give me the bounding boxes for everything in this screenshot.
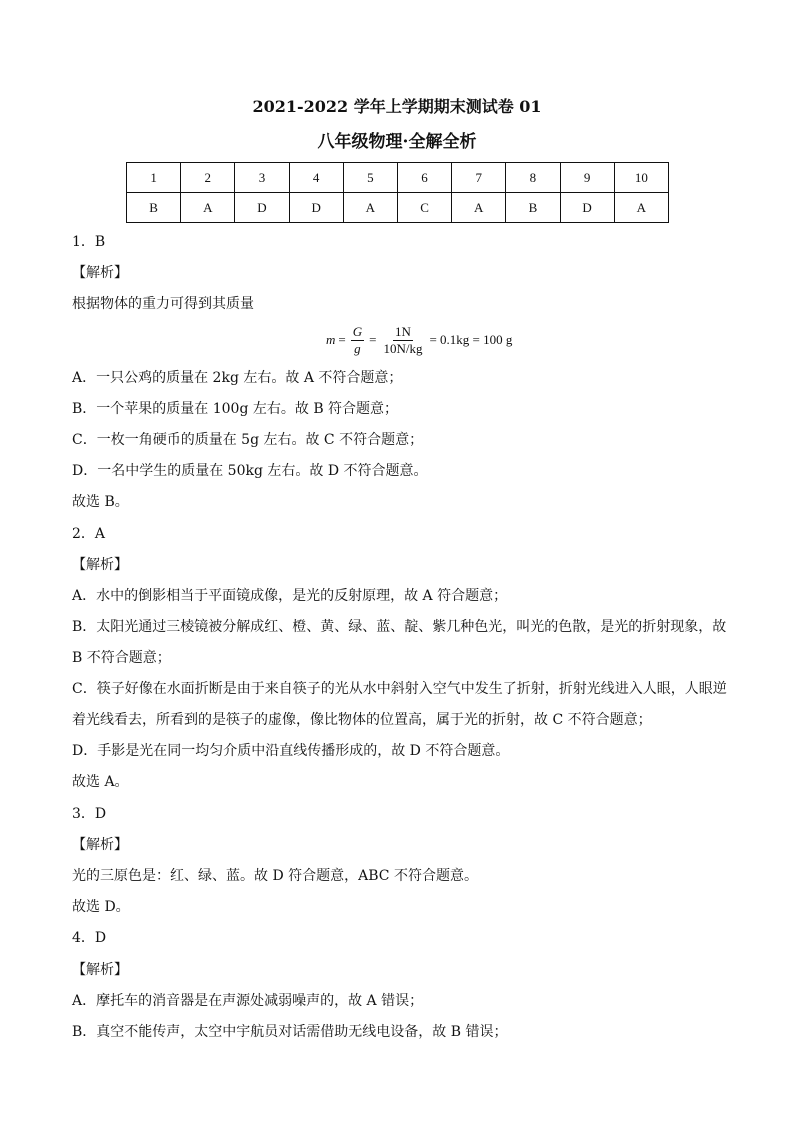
option-text: A．摩托车的消音器是在声源处减弱噪声的，故 A 错误； [72,993,424,1009]
option-text: A．一只公鸡的质量在 2kg 左右。故 A 不符合题意； [72,370,403,386]
conclusion-text: 故选 A。 [72,774,129,790]
question-number-cell: 2 [181,163,235,193]
question-number-cell: 9 [560,163,614,193]
analysis-label: 【解析】 [72,265,128,281]
answer-table [126,162,669,223]
formula-equals: = [369,332,377,347]
body-text: 根据物体的重力可得到其质量 [72,296,254,312]
answer-table-answer-row [127,193,669,223]
question-number-cell: 1 [127,163,181,193]
conclusion-text: 故选 D。 [72,899,130,915]
answer-table-number-row [127,163,669,193]
fraction-values [381,324,424,357]
fraction-numerator: 1N [395,323,411,339]
answer-cell: D [235,193,289,223]
option-text: C．一枚一角硬币的质量在 5g 左右。故 C 不符合题意； [72,432,424,448]
question-number-cell: 7 [452,163,506,193]
answer-cell: A [181,193,235,223]
question-heading: 4．D [72,930,107,946]
answer-cell: B [506,193,560,223]
question-heading: 1．B [72,234,106,250]
answer-cell: C [397,193,451,223]
question-heading: 3．D [72,806,107,822]
formula-lhs: m [326,332,336,347]
answer-cell: D [289,193,343,223]
body-text: 光的三原色是：红、绿、蓝。故 D 符合题意，ABC 不符合题意。 [72,868,478,884]
fraction-numerator: G [352,323,363,339]
question-number-cell: 3 [235,163,289,193]
option-text-continued: 着光线看去，所看到的是筷子的虚像，像比物体的位置高，属于光的折射，故 C 不符合题意； [72,712,652,728]
analysis-label: 【解析】 [72,962,128,978]
mass-formula [326,320,512,360]
answer-cell: D [560,193,614,223]
question-number-cell: 10 [614,163,668,193]
formula-equals: = [338,332,346,347]
fraction-denominator: g [354,340,361,356]
option-text: C．筷子好像在水面折断是由于来自筷子的光从水中斜射入空气中发生了折射，折射光线进入人眼，人眼逆 [72,681,727,697]
formula-result: = 0.1kg = 100 g [429,332,513,347]
answer-cell: A [452,193,506,223]
option-text: B．真空不能传声，太空中宇航员对话需借助无线电设备，故 B 错误； [72,1024,508,1040]
question-heading: 2．A [72,526,106,542]
question-number-cell: 5 [343,163,397,193]
analysis-label: 【解析】 [72,837,128,853]
option-text-continued: B 不符合题意； [72,650,171,666]
question-number-cell: 4 [289,163,343,193]
fraction-g-over-g [351,324,364,357]
page-subtitle: 八年级物理·全解全析 [317,132,477,152]
answer-cell: B [127,193,181,223]
option-text: A．水中的倒影相当于平面镜成像，是光的反射原理，故 A 符合题意； [72,588,508,604]
answer-cell: A [614,193,668,223]
option-text: B．一个苹果的质量在 100g 左右。故 B 符合题意； [72,401,399,417]
analysis-label: 【解析】 [72,557,128,573]
conclusion-text: 故选 B。 [72,494,129,510]
option-text: D．一名中学生的质量在 50kg 左右。故 D 不符合题意。 [72,463,428,479]
page-title: 2021-2022 学年上学期期末测试卷 01 [252,97,542,116]
option-text: D．手影是光在同一均匀介质中沿直线传播形成的，故 D 不符合题意。 [72,743,510,759]
question-number-cell: 8 [506,163,560,193]
fraction-denominator: 10N/kg [383,340,423,356]
option-text: B．太阳光通过三棱镜被分解成红、橙、黄、绿、蓝、靛、紫几种色光，叫光的色散，是光的折射现象，故 [72,619,727,635]
question-number-cell: 6 [397,163,451,193]
answer-cell: A [343,193,397,223]
